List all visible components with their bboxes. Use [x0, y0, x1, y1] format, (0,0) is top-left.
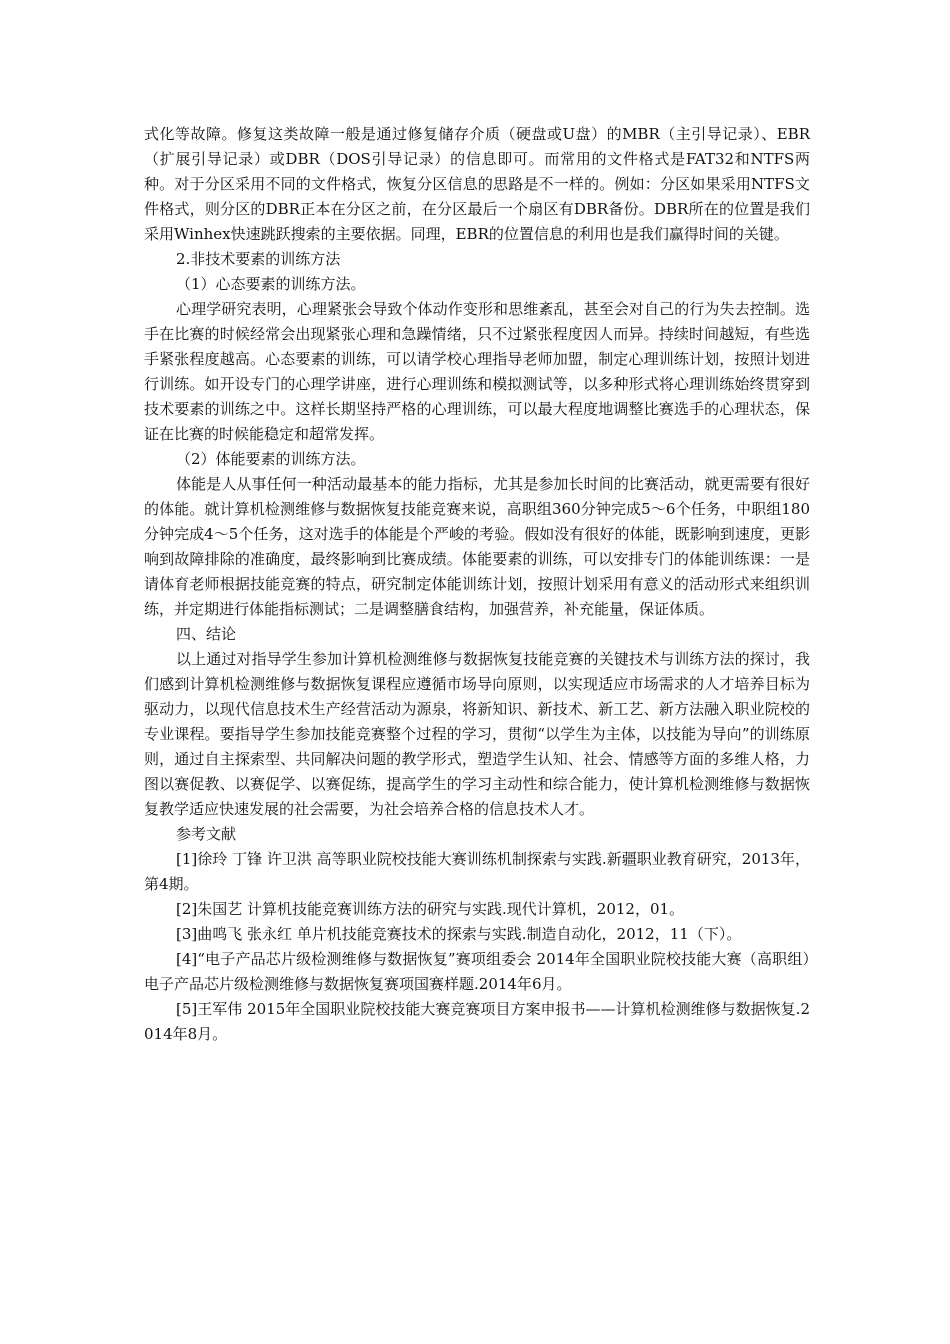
body-paragraph-conclusion: 以上通过对指导学生参加计算机检测维修与数据恢复技能竞赛的关键技术与训练方法的探讨，我们感到计算机检测维修与数据恢复课程应遵循市场导向原则，以实现适应市场需求的人才培养目标为驱动力，以现代信息技术生产经营活动为源泉，将新知识、新技术、新工艺、新方法融入职业院校的专业课程。要指导学生参加技能竞赛整个过程的学习，贯彻“以学生为主体，以技能为导向”的训练原则，通过自主探索型、共同解决问题的教学形式，塑造学生认知、社会、情感等方面的多维人格，力图以赛促教、以赛促学、以赛促练，提高学生的学习主动性和综合能力，使计算机检测维修与数据恢复教学适应快速发展的社会需要，为社会培养合格的信息技术人才。: [144, 650, 810, 818]
subheading-mental-training: （1）心态要素的训练方法。: [176, 275, 366, 293]
reference-item: [5]王军伟 2015年全国职业院校技能大赛竞赛项目方案申报书——计算机检测维修与数据恢复.2014年8月。: [144, 1000, 810, 1043]
body-paragraph-continued: 式化等故障。修复这类故障一般是通过修复储存介质（硬盘或U盘）的MBR（主引导记录）、EBR（扩展引导记录）或DBR（DOS引导记录）的信息即可。而常用的文件格式是FAT32和NTFS两种。对于分区采用不同的文件格式，恢复分区信息的思路是不一样的。例如：分区如果采用NTFS文件格式，则分区的DBR正本在分区之前，在分区最后一个扇区有DBR备份。DBR所在的位置是我们采用Winhex快速跳跃搜索的主要依据。同理，EBR的位置信息的利用也是我们赢得时间的关键。: [144, 125, 810, 243]
references-heading: 参考文献: [176, 825, 237, 843]
reference-list: [144, 847, 810, 1047]
reference-item: [1]徐玲 丁锋 许卫洪 高等职业院校技能大赛训练机制探索与实践.新疆职业教育研究，2013年，第4期。: [144, 850, 810, 893]
document-page: [144, 122, 810, 1047]
body-paragraph-physical: 体能是人从事任何一种活动最基本的能力指标，尤其是参加长时间的比赛活动，就更需要有很好的体能。就计算机检测维修与数据恢复技能竞赛来说，高职组360分钟完成5～6个任务，中职组180分钟完成4～5个任务，这对选手的体能是个严峻的考验。假如没有很好的体能，既影响到速度，更影响到故障排除的准确度，最终影响到比赛成绩。体能要素的训练，可以安排专门的体能训练课：一是请体育老师根据技能竞赛的特点，研究制定体能训练计划，按照计划采用有意义的活动形式来组织训练，并定期进行体能指标测试；二是调整膳食结构，加强营养，补充能量，保证体质。: [144, 475, 810, 618]
subheading-physical-training: （2）体能要素的训练方法。: [176, 450, 366, 468]
reference-item: [2]朱国艺 计算机技能竞赛训练方法的研究与实践.现代计算机，2012，01。: [176, 900, 685, 918]
reference-item: [4]“电子产品芯片级检测维修与数据恢复”赛项组委会 2014年全国职业院校技能大赛（高职组）电子产品芯片级检测维修与数据恢复赛项国赛样题.2014年6月。: [144, 950, 810, 993]
reference-item: [3]曲鸣飞 张永红 单片机技能竞赛技术的探索与实践.制造自动化，2012，11（下）。: [176, 925, 742, 943]
body-paragraph-mental: 心理学研究表明，心理紧张会导致个体动作变形和思维紊乱，甚至会对自己的行为失去控制。选手在比赛的时候经常会出现紧张心理和急躁情绪，只不过紧张程度因人而异。持续时间越短，有些选手紧张程度越高。心态要素的训练，可以请学校心理指导老师加盟，制定心理训练计划，按照计划进行训练。如开设专门的心理学讲座，进行心理训练和模拟测试等，以多种形式将心理训练始终贯穿到技术要素的训练之中。这样长期坚持严格的心理训练，可以最大程度地调整比赛选手的心理状态，保证在比赛的时候能稳定和超常发挥。: [144, 300, 810, 443]
section-heading-non-technical: 2.非技术要素的训练方法: [176, 250, 341, 268]
section-heading-conclusion: 四、结论: [176, 625, 237, 643]
